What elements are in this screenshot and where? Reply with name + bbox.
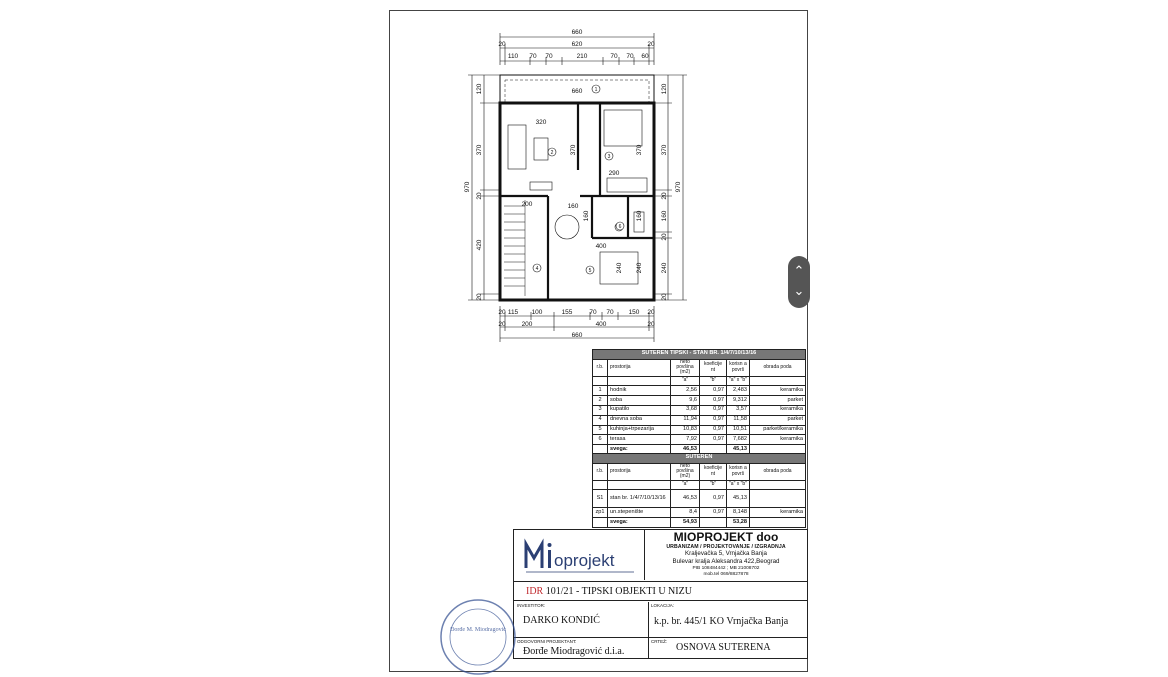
dim-bottom-total: 660 (571, 332, 583, 339)
col-header: prostorija (608, 359, 671, 376)
suteren-summary-table (592, 453, 806, 528)
dim-inner: 160 (567, 203, 579, 210)
dim-left-seg: 120 (476, 83, 483, 95)
dim-top-seg: 20 (498, 41, 506, 48)
dim-inner: 660 (571, 88, 583, 95)
dim-bottom-seg: 20 (647, 321, 655, 328)
dim-top-seg: 110 (507, 53, 519, 60)
table-row: 6 terasa 7,92 0,97 7,682 keramika (593, 435, 806, 445)
company-address: Kraljevačka 5, Vrnjačka Banja (685, 550, 767, 557)
dim-top-seg: 210 (576, 53, 588, 60)
dim-top-seg: 70 (626, 53, 634, 60)
dim-top-total: 660 (571, 29, 583, 36)
chevron-down-icon[interactable]: ⌄ (793, 283, 805, 298)
room-number: 6 (618, 224, 622, 230)
drawing-label: CRTEŽ: (651, 639, 668, 644)
dim-bottom-seg: 150 (628, 309, 640, 316)
col-header: obrada poda (750, 359, 806, 376)
dim-left-seg: 370 (476, 144, 483, 156)
company-phone: mob.tel 069/8827878 (703, 572, 749, 577)
company-logo (514, 530, 645, 580)
official-stamp (438, 597, 518, 677)
page-nav-control (788, 256, 810, 308)
dim-right-seg: 20 (661, 233, 668, 241)
table-row: 2 soba 9,6 0,97 9,312 parket (593, 396, 806, 406)
table-row: S1 stan br. 1/4/7/10/13/16 46,53 0,97 45,13 (593, 490, 806, 508)
dim-bottom-seg: 200 (521, 321, 533, 328)
dim-left-seg: 420 (476, 239, 483, 251)
title-block (513, 529, 808, 659)
investor-name: DARKO KONDIĆ (523, 615, 600, 626)
room-number: 1 (594, 87, 598, 93)
dim-right-seg: 370 (661, 144, 668, 156)
dim-inner: 160 (636, 210, 643, 222)
dim-top-inner: 620 (571, 41, 583, 48)
dim-inner: 290 (608, 170, 620, 177)
stamp-text: Đorđe M. Miodragović (450, 627, 506, 633)
designer-name: Đorđe Miodragović d.i.a. (523, 646, 625, 657)
dim-bottom-seg: 155 (561, 309, 573, 316)
svg-text:oprojekt: oprojekt (554, 551, 615, 570)
dim-left-seg: 20 (476, 293, 483, 301)
company-pib: PIB 108484442 ; MB 21008702 (692, 566, 760, 571)
col-header: r.b. (593, 359, 608, 376)
dim-right-total: 970 (675, 181, 682, 193)
col-header: obrada poda (750, 463, 806, 480)
project-title: 101/21 - TIPSKI OBJEKTI U NIZU (545, 586, 692, 597)
table-row: 1 hodnik 2,56 0,97 2,483 keramika (593, 386, 806, 396)
designer-label: ODGOVORNI PROJEKTANT: (517, 639, 577, 644)
table-row: 4 dnevna soba 11,94 0,97 11,58 parket (593, 415, 806, 425)
floor-plan (400, 20, 730, 350)
dim-bottom-seg: 20 (498, 309, 506, 316)
room-number: 2 (550, 150, 554, 156)
dim-right-seg: 20 (661, 192, 668, 200)
dim-top-seg: 20 (647, 41, 655, 48)
table-row: 5 kuhinja+trpezarija 10,83 0,97 10,51 parket/keramika (593, 425, 806, 435)
col-header: prostorija (608, 463, 671, 480)
dim-right-seg: 120 (661, 83, 668, 95)
col-header: neto povšina (m2) (671, 463, 700, 480)
dim-right-seg: 20 (661, 293, 668, 301)
drawing-name: OSNOVA SUTERENA (676, 642, 771, 653)
dim-left-total: 970 (464, 181, 471, 193)
dim-inner: 400 (595, 243, 607, 250)
col-header: korisn a površ (727, 463, 750, 480)
dim-top-seg: 70 (545, 53, 553, 60)
col-key: "b" (700, 376, 727, 386)
company-services: URBANIZAM / PROJEKTOVANJE / IZGRADNJA (666, 544, 786, 550)
dim-left-seg: 20 (476, 192, 483, 200)
room-area-table (592, 349, 806, 455)
company-address: Bulevar kralja Aleksandra 422,Beograd (672, 558, 780, 565)
table-total-row: svega: 54,93 53,28 (593, 518, 806, 528)
col-key: "b" (700, 480, 727, 490)
dim-bottom-seg: 70 (606, 309, 614, 316)
dim-bottom-seg: 70 (589, 309, 597, 316)
dim-bottom-seg: 115 (507, 309, 519, 316)
table-title: SUTEREN (593, 454, 806, 464)
chevron-up-icon[interactable]: ⌃ (793, 263, 805, 278)
dim-bottom-seg: 400 (595, 321, 607, 328)
table-total-row: svega: 46,53 45,13 (593, 445, 806, 455)
location-value: k.p. br. 445/1 KO Vrnjačka Banja (654, 616, 789, 627)
dim-bottom-seg: 20 (647, 309, 655, 316)
dim-inner: 200 (521, 201, 533, 208)
col-key: "a" x "b" (727, 376, 750, 386)
room-number: 4 (535, 266, 539, 272)
dim-top-seg: 70 (610, 53, 618, 60)
table-title: SUTEREN TIPSKI - STAN BR. 1/4/7/10/13/16 (593, 350, 806, 360)
col-header: koeficije nt (700, 463, 727, 480)
room-number: 3 (607, 154, 611, 160)
company-name: MIOPROJEKT doo (673, 530, 779, 544)
col-header: r.b. (593, 463, 608, 480)
table-row: 3 kupatilo 3,68 0,97 3,57 keramika (593, 405, 806, 415)
dim-inner: 320 (535, 119, 547, 126)
table-row: zp1 un.stepenište 8,4 0,97 8,148 keramika (593, 508, 806, 518)
dim-inner: 370 (570, 144, 577, 156)
col-key: "a" (671, 376, 700, 386)
col-key: "a" x "b" (727, 480, 750, 490)
col-header: koeficije nt (700, 359, 727, 376)
col-header: korisn a površ (727, 359, 750, 376)
dim-inner: 240 (616, 262, 623, 274)
location-label: LOKACIJA: (651, 603, 675, 608)
dim-inner: 160 (583, 210, 590, 222)
dim-right-seg: 240 (661, 262, 668, 274)
dim-bottom-seg: 100 (531, 309, 543, 316)
dim-bottom-seg: 20 (498, 321, 506, 328)
room-number: 5 (588, 268, 592, 274)
dim-right-seg: 160 (661, 210, 668, 222)
investor-label: INVESTITOR: (517, 603, 546, 608)
dim-top-seg: 70 (529, 53, 537, 60)
project-title-row (514, 581, 807, 601)
col-key: "a" (671, 480, 700, 490)
dim-inner: 370 (636, 144, 643, 156)
dim-top-seg: 60 (641, 53, 649, 60)
project-code: IDR (526, 586, 544, 597)
company-info (645, 530, 807, 580)
dim-inner: 240 (636, 262, 643, 274)
col-header: neto povšina (m2) (671, 359, 700, 376)
